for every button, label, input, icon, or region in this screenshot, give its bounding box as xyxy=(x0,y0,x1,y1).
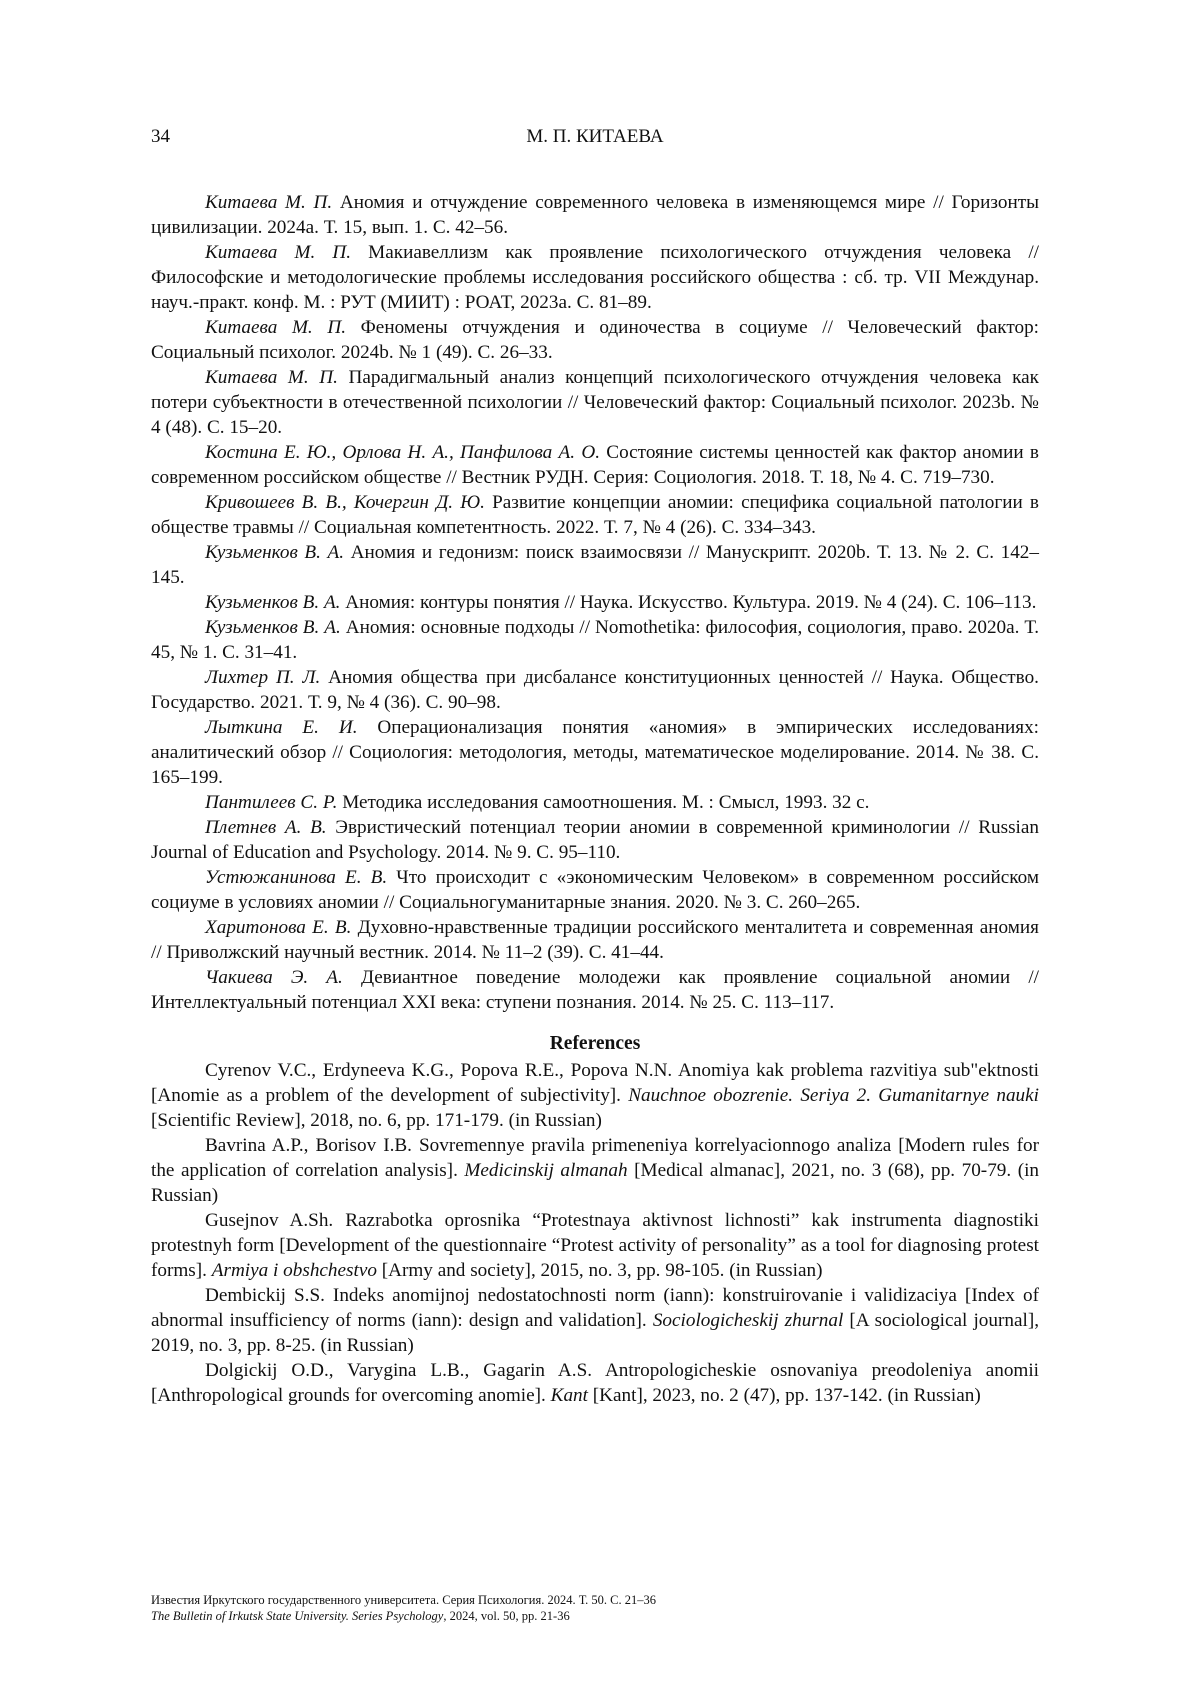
reference-text: Cyrenov V.C., Erdyneeva K.G., Popova R.E., Popova N.N. Anomiya kak problema razvitiya sub"ektnosti [Anomie as a problem of the development of subjectivity]. xyxy=(151,1060,1039,1106)
reference-author: Китаева М. П. xyxy=(205,192,333,213)
reference-author: Лыткина Е. И. xyxy=(205,717,358,738)
page-footer xyxy=(151,1592,1039,1624)
reference-text: [Kant], 2023, no. 2 (47), pp. 137-142. (in Russian) xyxy=(587,1385,981,1406)
running-head: М. П. КИТАЕВА xyxy=(526,126,664,147)
reference-entry xyxy=(151,1358,1039,1408)
reference-text: [Medical almanac], 2021, no. 3 (68), pp. 70-79. (in Russian) xyxy=(151,1160,1040,1206)
reference-author: Костина Е. Ю., Орлова Н. А., Панфилова А. О. xyxy=(205,442,600,463)
footer-en xyxy=(151,1608,1039,1624)
reference-entry xyxy=(151,1208,1039,1283)
reference-author: Лихтер П. Л. xyxy=(205,667,321,688)
reference-entry xyxy=(151,915,1039,965)
reference-author: Кузьменков В. А. xyxy=(205,542,345,563)
reference-text: Макиавеллизм как проявление психологического отчуждения человека // Философские и методологические проблемы исследования российского общества : сб. тр. VII Междунар. науч.-практ. конф. М. : РУТ (МИИТ) : РОАТ, 2023a. С. 81–89. xyxy=(151,242,1039,313)
reference-author: Пантилеев С. Р. xyxy=(205,792,338,813)
reference-author: Чакиева Э. А. xyxy=(205,967,343,988)
reference-entry xyxy=(151,615,1039,665)
reference-author: Устюжанинова Е. В. xyxy=(205,867,388,888)
reference-text: Bavrina A.P., Borisov I.B. Sovremennye pravila primeneniya korrelyacionnogo analiza [Modern rules for the application of correlation analysis]. xyxy=(151,1135,1039,1181)
footer-en-rest: , 2024, vol. 50, pp. 21-36 xyxy=(443,1609,570,1623)
reference-text: Аномия и отчуждение современного человека в изменяющемся мире // Горизонты цивилизации. 2024a. Т. 15, вып. 1. С. 42–56. xyxy=(151,192,1039,238)
reference-author: Китаева М. П. xyxy=(205,317,347,338)
footer-en-journal: The Bulletin of Irkutsk State University. Series Psychology xyxy=(151,1609,444,1623)
reference-author: Кузьменков В. А. xyxy=(205,617,341,638)
reference-entry xyxy=(151,315,1039,365)
reference-journal: Kant xyxy=(550,1385,588,1406)
reference-text: Развитие концепции аномии: специфика социальной патологии в обществе травмы // Социальная компетентность. 2022. Т. 7, № 4 (26). С. 334–343. xyxy=(151,492,1039,538)
reference-author: Китаева М. П. xyxy=(205,367,338,388)
reference-journal: Nauchnoe obozrenie. Seriya 2. Gumanitarnye nauki xyxy=(628,1085,1039,1106)
reference-text: Методика исследования самоотношения. М. : Смысл, 1993. 32 с. xyxy=(337,792,870,813)
reference-journal: Medicinskij almanah xyxy=(464,1160,628,1181)
reference-entry xyxy=(151,440,1039,490)
footer-ru: Известия Иркутского государственного университета. Серия Психология. 2024. Т. 50. С. 21–36 xyxy=(151,1593,656,1607)
reference-text: Dolgickij O.D., Varygina L.B., Gagarin A.S. Antropologicheskie osnovaniya preodoleniya anomii [Anthropological grounds for overcoming anomie]. xyxy=(151,1360,1039,1406)
reference-text: [Scientific Review], 2018, no. 6, pp. 171-179. (in Russian) xyxy=(151,1110,602,1131)
reference-author: Харитонова Е. В. xyxy=(205,917,352,938)
reference-entry xyxy=(151,190,1039,240)
reference-entry xyxy=(151,665,1039,715)
reference-entry xyxy=(151,790,1039,815)
reference-text: [Army and society], 2015, no. 3, pp. 98-105. (in Russian) xyxy=(376,1260,823,1281)
reference-journal: Sociologicheskij zhurnal xyxy=(652,1310,844,1331)
reference-text: Что происходит с «экономическим Человеком» в современном российском социуме в условиях аномии // Социальногуманитарные знания. 2020. № 3. С. 260–265. xyxy=(151,867,1039,913)
reference-entry xyxy=(151,240,1039,315)
reference-text: Операционализация понятия «аномия» в эмпирических исследованиях: аналитический обзор // Социология: методология, методы, математическое моделирование. 2014. № 38. С. 165–199. xyxy=(151,717,1040,788)
reference-author: Кривошеев В. В., Кочергин Д. Ю. xyxy=(205,492,485,513)
reference-text: Эвристический потенциал теории аномии в современной криминологии // Russian Journal of Education and Psychology. 2014. № 9. С. 95–110. xyxy=(151,817,1039,863)
reference-entry xyxy=(151,815,1039,865)
reference-text: Состояние системы ценностей как фактор аномии в современном российском обществе // Вестник РУДН. Серия: Социология. 2018. Т. 18, № 4. С. 719–730. xyxy=(151,442,1039,488)
reference-text: Девиантное поведение молодежи как проявление социальной аномии // Интеллектуальный потенциал XXI века: ступени познания. 2014. № 25. С. 113–117. xyxy=(151,967,1039,1013)
page-header xyxy=(151,124,1039,150)
page-number: 34 xyxy=(151,126,170,147)
english-references xyxy=(151,1058,1039,1408)
russian-references xyxy=(151,190,1039,1015)
reference-journal: Armiya i obshchestvo xyxy=(211,1260,377,1281)
references-heading: References xyxy=(549,1033,641,1054)
reference-entry xyxy=(151,1133,1039,1208)
reference-text: [A sociological journal], 2019, no. 3, pp. 8-25. (in Russian) xyxy=(151,1310,1040,1356)
reference-text: Аномия: контуры понятия // Наука. Искусство. Культура. 2019. № 4 (24). С. 106–113. xyxy=(340,592,1037,613)
reference-entry xyxy=(151,540,1039,590)
reference-text: Dembickij S.S. Indeks anomijnoj nedostatochnosti norm (iann): konstruirovanie i validizaciya [Index of abnormal insufficiency of norms (iann): design and validation]. xyxy=(151,1285,1039,1331)
reference-text: Парадигмальный анализ концепций психологического отчуждения человека как потери субъектности в отечественной психологии // Человеческий фактор: Социальный психолог. 2023b. № 4 (48). С. 15–20. xyxy=(151,367,1039,438)
reference-text: Духовно-нравственные традиции российского менталитета и современная аномия // Приволжский научный вестник. 2014. № 11–2 (39). С. 41–44. xyxy=(151,917,1039,963)
reference-text: Gusejnov A.Sh. Razrabotka oprosnika “Protestnaya aktivnost lichnosti” kak instrumenta diagnostiki protestnyh form [Development of the questionnaire “Protest activity of personality” as a tool for diagnosing protest forms]. xyxy=(151,1210,1039,1281)
reference-list xyxy=(151,190,1039,1408)
reference-text: Аномия и гедонизм: поиск взаимосвязи // Манускрипт. 2020b. Т. 13. № 2. С. 142–145. xyxy=(151,542,1039,588)
reference-entry xyxy=(151,965,1039,1015)
reference-entry xyxy=(151,1058,1039,1133)
reference-author: Плетнев А. В. xyxy=(205,817,327,838)
reference-text: Феномены отчуждения и одиночества в социуме // Человеческий фактор: Социальный психолог. 2024b. № 1 (49). С. 26–33. xyxy=(151,317,1040,363)
reference-entry xyxy=(151,715,1039,790)
reference-entry xyxy=(151,1283,1039,1358)
reference-author: Кузьменков В. А. xyxy=(205,592,341,613)
reference-entry xyxy=(151,590,1039,615)
reference-author: Китаева М. П. xyxy=(205,242,352,263)
reference-entry xyxy=(151,865,1039,915)
reference-text: Аномия: основные подходы // Nomothetika: философия, социология, право. 2020a. Т. 45, № 1. С. 31–41. xyxy=(151,617,1039,663)
reference-entry xyxy=(151,490,1039,540)
reference-text: Аномия общества при дисбалансе конституционных ценностей // Наука. Общество. Государство. 2021. Т. 9, № 4 (36). С. 90–98. xyxy=(151,667,1039,713)
reference-entry xyxy=(151,365,1039,440)
